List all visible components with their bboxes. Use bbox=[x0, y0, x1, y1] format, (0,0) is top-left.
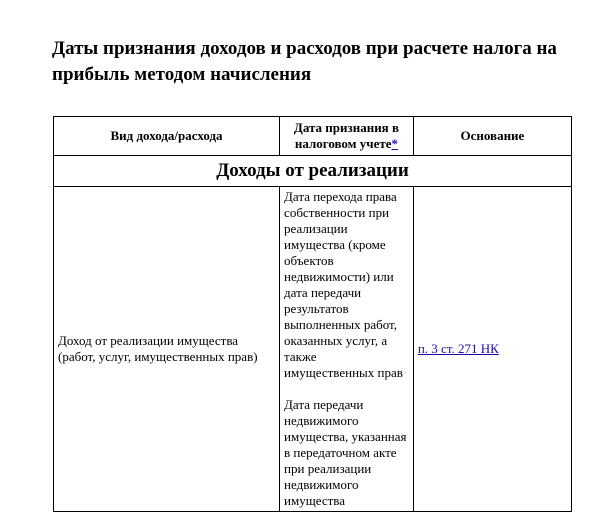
row-date-paragraph-1: Дата перехода права собственности при реализации имущества (кроме объектов недвижимости) или дата передачи результатов выполненных работ, оказанных услуг, а также имущественных прав bbox=[284, 189, 403, 380]
row-date-paragraph-2: Дата передачи недвижимого имущества, указанная в передаточном акте при реализации недвижимого имущества bbox=[284, 397, 407, 508]
footnote-link[interactable]: * bbox=[391, 136, 399, 151]
row-type: Доход от реализации имущества (работ, услуг, имущественных прав) bbox=[54, 187, 280, 512]
header-date-label: Дата признания в налоговом учете bbox=[293, 120, 399, 151]
section-row bbox=[54, 156, 572, 187]
row-basis bbox=[413, 187, 571, 512]
page-title: Даты признания доходов и расходов при расчете налога на прибыль методом начисления bbox=[52, 38, 557, 85]
header-type: Вид дохода/расхода bbox=[54, 117, 280, 156]
table-header-row bbox=[54, 117, 572, 156]
basis-link[interactable]: п. 3 ст. 271 НК bbox=[417, 341, 499, 356]
income-expense-table bbox=[53, 116, 572, 512]
row-date bbox=[280, 187, 414, 512]
header-basis: Основание bbox=[413, 117, 571, 156]
section-title: Доходы от реализации bbox=[54, 156, 572, 187]
header-date bbox=[280, 117, 414, 156]
table-row bbox=[54, 187, 572, 512]
